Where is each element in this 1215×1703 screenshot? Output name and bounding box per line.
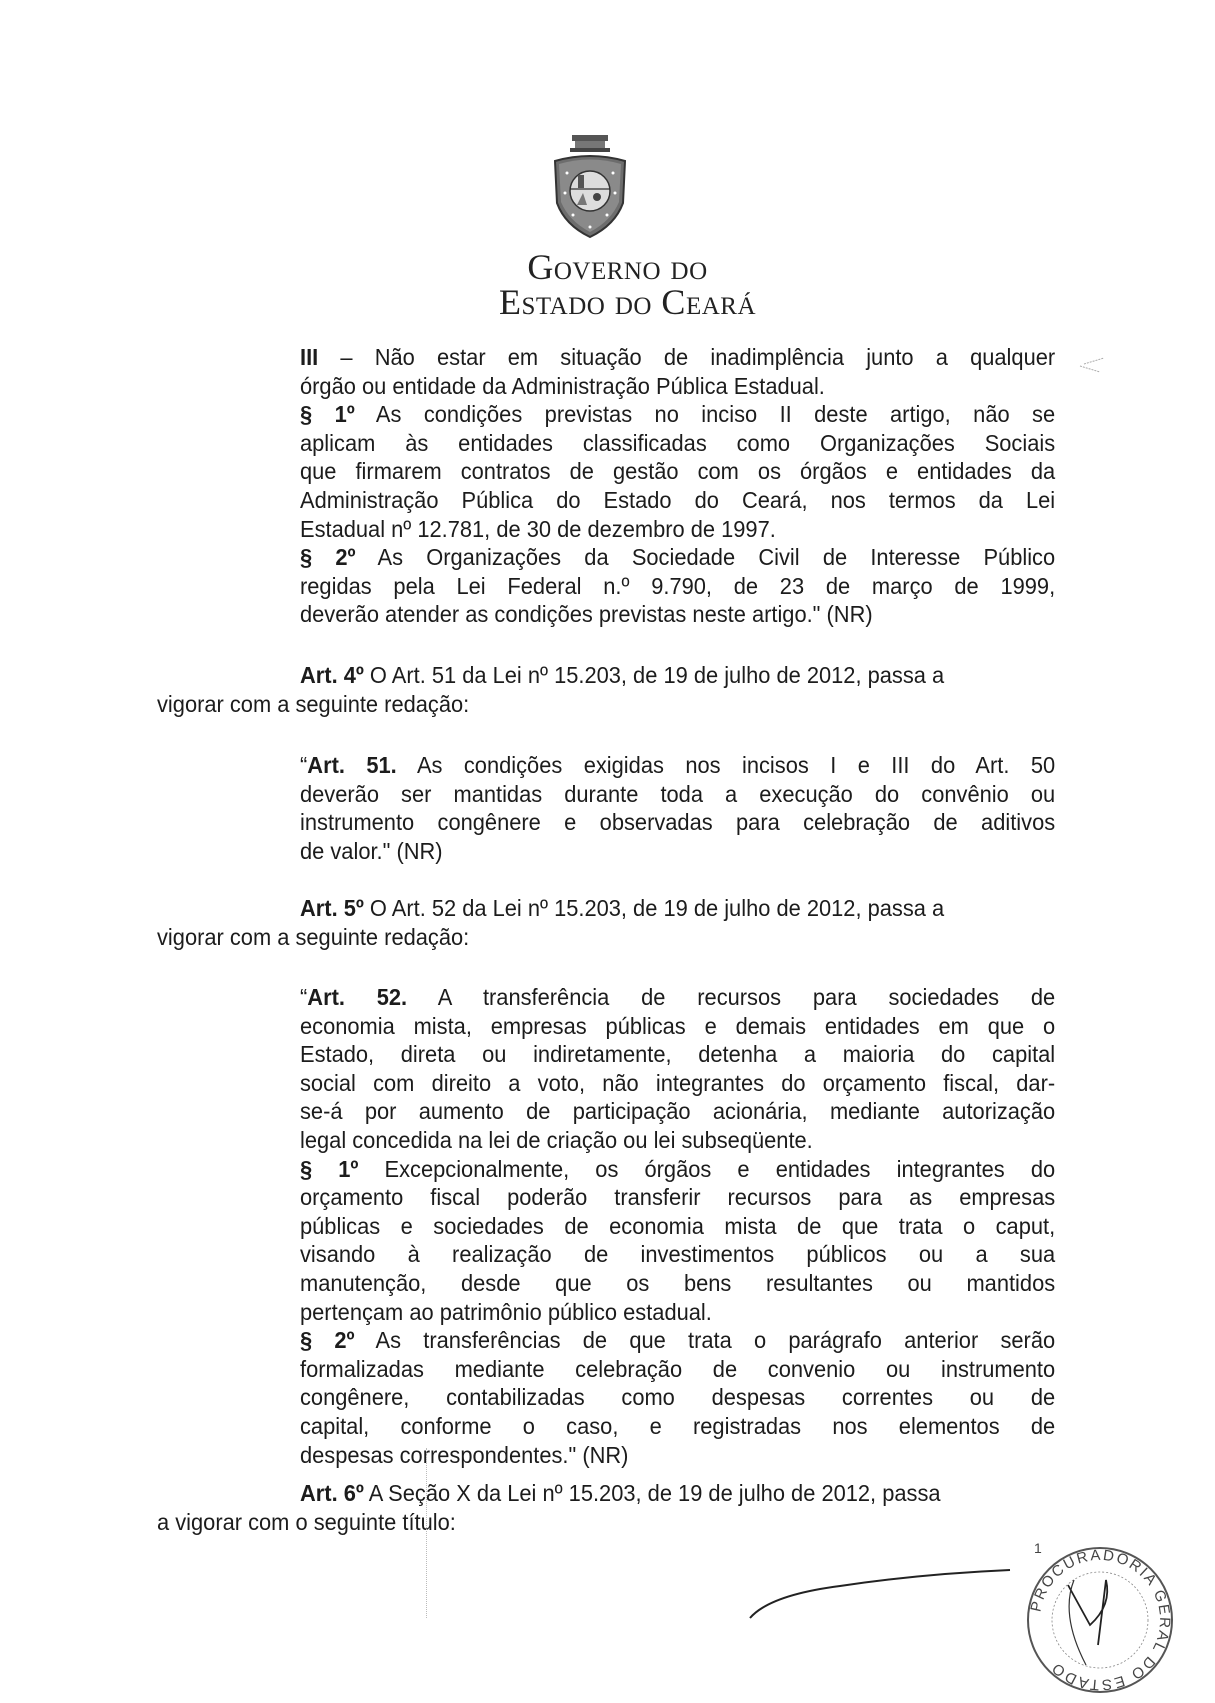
article-52-label: Art. 52. [307, 984, 408, 1010]
article-5-line-1: Art. 5º O Art. 52 da Lei nº 15.203, de 19 de julho de 2012, passa a [300, 895, 945, 921]
article-4-label: Art. 4º [300, 662, 364, 688]
handwritten-signature-icon [740, 1560, 1030, 1630]
article-51-label: Art. 51. [307, 752, 397, 778]
article-5-label: Art. 5º [300, 895, 364, 921]
official-stamp-icon [1020, 1545, 1180, 1695]
paragraph-2-label: § 2º [300, 1327, 355, 1354]
paragraph-1-label: § 1º [300, 1155, 359, 1182]
article-6-line-1: Art. 6º A Seção X da Lei nº 15.203, de 19 de julho de 2012, passa [300, 1480, 941, 1506]
article-6-line-2: a vigorar com o seguinte título: [157, 1509, 456, 1535]
margin-check-mark-icon [1060, 350, 1120, 380]
article-51-quote: “Art. 51. As condições exigidas nos incisos I e III do Art. 50 deverão ser mantidas durante toda a execução do convênio ou instrumento congênere e observadas para celebração de aditivos de valor." (NR) [300, 752, 1056, 864]
header-line-1: Governo do [527, 247, 708, 287]
header-line-2: Estado do Ceará [499, 282, 756, 322]
ceara-coat-of-arms-icon [545, 133, 635, 243]
article-5-line-2: vigorar com a seguinte redação: [157, 924, 470, 950]
article-52-quote: “Art. 52. A transferência de recursos para sociedades de economia mista, empresas públicas e demais entidades em que o Estado, direta ou indiretamente, detenha a maioria do capital social com direito a voto, não integrantes do orçamento fiscal, dar- se-á por aumento de participação acionária, mediante autorização legal concedida na lei de criação ou lei subseqüente. § 1º Excepcionalmente, os órgãos e entidades integrantes do orçamento fiscal poderão transferir recursos para as empresas públicas e sociedades de economia mista de que trata o caput, visando à realização de investimentos públicos ou a sua manutenção, desde que os bens resultantes ou mantidos pertençam ao patrimônio público estadual. § 2º As transferências de que trata o parágrafo anterior serão formalizadas mediante celebração de convenio ou instrumento congênere, contabilizadas como despesas correntes ou de capital, conforme o caso, e registradas nos elementos de despesas correspondentes." (NR) [300, 984, 1056, 1468]
article-6-label: Art. 6º [300, 1480, 364, 1506]
stamp-text: PROCURADORIA GERAL DO ESTADO [1027, 1546, 1174, 1694]
article-4-line-2: vigorar com a seguinte redação: [157, 691, 470, 717]
continuation-block: III – Não estar em situação de inadimplência junto a qualquer órgão ou entidade da Administração Pública Estadual. § 1º As condições previstas no inciso II deste artigo, não se aplicam às entidades classificadas como Organizações Sociais que firmarem contratos de gestão com os órgãos e entidades da Administração Pública do Estado do Ceará, nos termos da Lei Estadual nº 12.781, de 30 de dezembro de 1997. § 2º As Organizações da Sociedade Civil de Interesse Público regidas pela Lei Federal n.º 9.790, de 23 de março de 1999, deverão atender as condições previstas neste artigo." (NR) [300, 344, 1056, 628]
page-mark: 1 [1034, 1540, 1042, 1556]
article-4-line-1: Art. 4º O Art. 51 da Lei nº 15.203, de 19 de julho de 2012, passa a [300, 662, 945, 688]
scan-fold-line [426, 1448, 427, 1618]
